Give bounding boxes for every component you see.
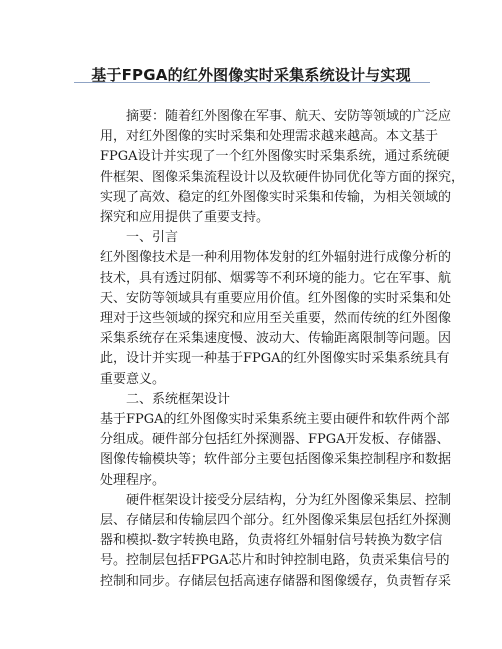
paragraph-line: 技术，具有透过阴郁、烟雾等不利环境的能力。它在军事、航 [100, 270, 452, 286]
paragraph-line: 理对于这些领域的探究和应用至关重要，然而传统的红外图像 [100, 311, 452, 327]
paragraph-line: 分组成。硬件部分包括红外探测器、FPGA开发板、存储器、 [100, 432, 450, 448]
paragraph-line: 红外图像技术是一种利用物体发射的红外辐射进行成像分析的 [100, 250, 452, 266]
abstract-line: 实现了高效、稳定的红外图像实时采集和传输，为相关领域的 [100, 189, 452, 205]
paragraph-line: 硬件框架设计接受分层结构，分为红外图像采集层、控制 [126, 492, 452, 508]
section-heading-framework: 二、系统框架设计 [126, 391, 231, 407]
paragraph-line: 天、安防等领域具有重要应用价值。红外图像的实时采集和处 [100, 290, 452, 306]
paragraph-line: 重要意义。 [100, 371, 166, 387]
abstract-line: FPGA设计并实现了一个红外图像实时采集系统，通过系统硬 [100, 149, 450, 165]
title-divider [74, 82, 430, 83]
paragraph-line: 器和模拟-数字转换电路，负责将红外辐射信号转换为数字信 [100, 533, 443, 549]
abstract-line: 件框架、图像采集流程设计以及软硬件协同优化等方面的探究， [100, 169, 465, 185]
document-title: 基于FPGA的红外图像实时采集系统设计与实现 [91, 66, 411, 84]
paragraph-line: 层、存储层和传输层四个部分。红外图像采集层包括红外探测 [100, 513, 452, 529]
abstract-line: 探究和应用提供了重要支持。 [100, 210, 270, 226]
paragraph-line: 控制和同步。存储层包括高速存储器和图像缓存，负责暂存采 [100, 573, 452, 589]
abstract-line: 用，对红外图像的实时采集和处理需求越来越高。本文基于 [100, 129, 439, 145]
paragraph-line: 图像传输模块等；软件部分主要包括图像采集控制程序和数据 [100, 452, 452, 468]
paragraph-line: 基于FPGA的红外图像实时采集系统主要由硬件和软件两个部 [100, 412, 450, 428]
document-body [100, 107, 465, 592]
abstract-line: 摘要：随着红外图像在军事、航天、安防等领域的广泛应 [126, 109, 452, 124]
paragraph-line: 此，设计并实现一种基于FPGA的红外图像实时采集系统具有 [100, 351, 450, 367]
paragraph-line: 采集系统存在采集速度慢、波动大、传输距离限制等问题。因 [100, 331, 452, 347]
section-heading-intro: 一、引言 [126, 230, 179, 246]
paragraph-line: 号。控制层包括FPGA芯片和时钟控制电路，负责采集信号的 [100, 553, 450, 569]
paragraph-line: 处理程序。 [100, 472, 166, 488]
